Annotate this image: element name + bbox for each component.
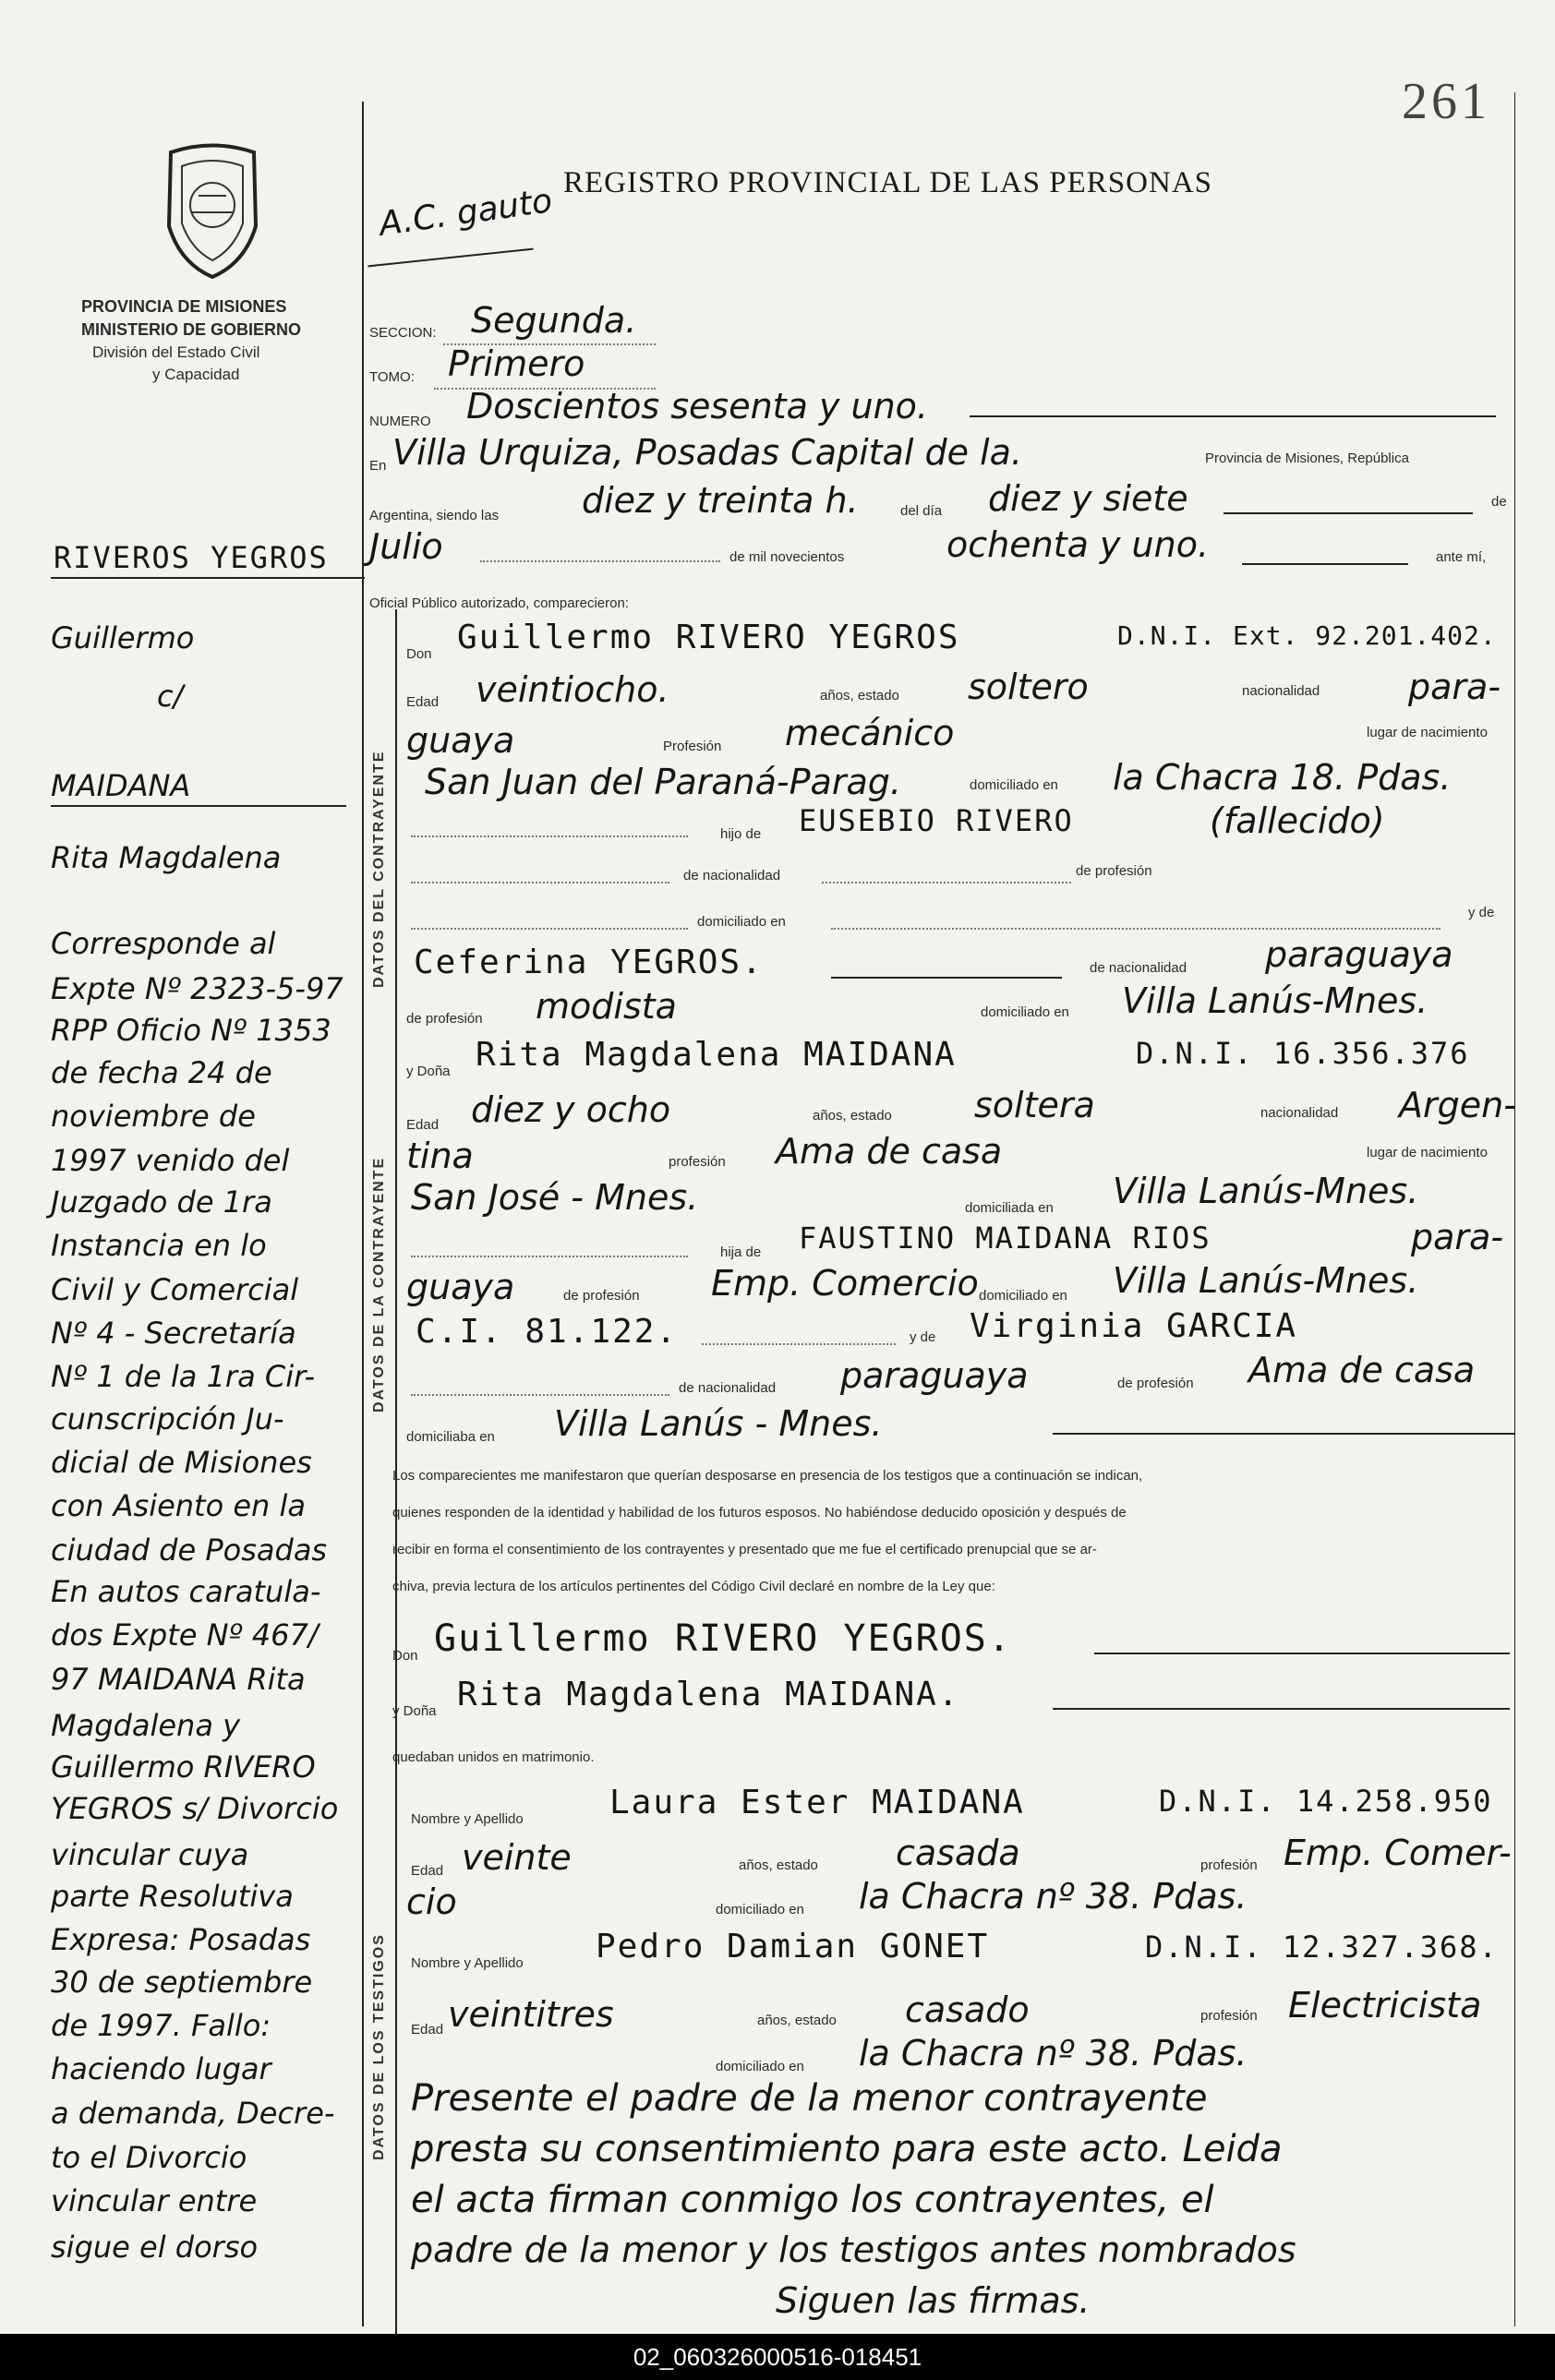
margin-note-line: 30 de septiembre	[51, 1965, 313, 2000]
tomo-label: TOMO:	[369, 369, 415, 385]
groom-estado-label: años, estado	[820, 688, 899, 703]
margin-note-line: YEGROS s/ Divorcio	[51, 1791, 339, 1826]
groom-father-prof-label: de profesión	[1076, 863, 1152, 879]
margin-note-line: Expresa: Posadas	[51, 1922, 311, 1957]
t2-prof-label: profesión	[1200, 2008, 1258, 2024]
section-label-witnesses: DATOS DE LOS TESTIGOS	[371, 1933, 387, 2160]
groom-edad-label: Edad	[406, 694, 440, 710]
bride-father-nac: para-	[1411, 1217, 1504, 1257]
groom-dom-label: domiciliado en	[970, 777, 1058, 793]
bride-nac-1: Argen-	[1399, 1085, 1516, 1125]
groom-lugar-nac: San Juan del Paraná-Parag.	[425, 762, 901, 802]
provincial-seal-icon	[152, 138, 272, 282]
margin-note-line: parte Resolutiva	[51, 1879, 294, 1914]
page-number: 261	[1402, 73, 1490, 130]
bride-nac-label: nacionalidad	[1260, 1105, 1339, 1121]
observation-line-4: padre de la menor y los testigos antes nombrados	[411, 2230, 1296, 2270]
footer-image-id: 02_060326000516-018451	[0, 2334, 1555, 2380]
tomo-value: Primero	[448, 343, 585, 384]
margin-note-line: 97 MAIDANA Rita	[51, 1662, 306, 1697]
bride-mother-prof-label: de profesión	[1117, 1376, 1194, 1391]
bride-lugar-nac-label: lugar de nacimiento	[1367, 1145, 1488, 1160]
groom-father: EUSEBIO RIVERO	[799, 803, 1074, 838]
observation-line-1: Presente el padre de la menor contrayente	[411, 2077, 1208, 2120]
ante-mi-label: ante mí,	[1436, 549, 1487, 565]
provincia-text: Provincia de Misiones, República	[1205, 451, 1409, 466]
argentina-text: Argentina, siendo las	[369, 508, 500, 523]
en-label: En	[369, 458, 387, 474]
groom-dni: D.N.I. Ext. 92.201.402.	[1117, 620, 1497, 651]
bride-mother-dom-label: domiciliaba en	[406, 1429, 495, 1445]
margin-note-line: haciendo lugar	[51, 2051, 271, 2086]
margin-note-line: c/	[157, 679, 184, 714]
t2-edad: veintitres	[448, 1994, 614, 2035]
province-label: PROVINCIA DE MISIONES	[81, 297, 287, 316]
t2-dni: D.N.I. 12.327.368.	[1145, 1929, 1499, 1965]
dona-label: y Doña	[406, 1064, 451, 1079]
bride-mother-prof: Ama de casa	[1248, 1350, 1476, 1390]
t1-prof-label: profesión	[1200, 1857, 1258, 1873]
t1-edad: veinte	[462, 1837, 572, 1878]
t1-dni: D.N.I. 14.258.950	[1159, 1784, 1493, 1819]
margin-note-line: Expte Nº 2323-5-97	[51, 971, 344, 1006]
t2-nombre: Pedro Damian GONET	[596, 1928, 990, 1965]
de-label: de	[1491, 494, 1507, 510]
margin-note-line: Magdalena y	[51, 1708, 241, 1743]
margin-note-line: vincular entre	[51, 2183, 258, 2218]
bride-father-prof: Emp. Comercio	[711, 1263, 979, 1304]
margin-note-line: Guillermo RIVERO	[51, 1749, 316, 1785]
t1-estado: casada	[896, 1833, 1020, 1873]
bride-profesion: Ama de casa	[776, 1131, 1003, 1172]
observation-line-5: Siguen las firmas.	[776, 2280, 1091, 2321]
don-label: Don	[406, 646, 432, 662]
declaration-line-2: quienes responden de la identidad y habilidad de los futuros esposos. No habiéndose deducido oposición y después de	[392, 1505, 1127, 1521]
groom-y-de-label: y de	[1468, 905, 1495, 920]
bride-dom-label: domiciliada en	[965, 1200, 1054, 1216]
groom-mother: Ceferina YEGROS.	[414, 944, 764, 981]
t2-nombre-label: Nombre y Apellido	[411, 1955, 524, 1971]
anio-value: ochenta y uno.	[946, 524, 1210, 565]
t1-prof-2: cio	[406, 1881, 457, 1922]
groom-lugar-nac-label: lugar de nacimiento	[1367, 725, 1488, 740]
bride-mother: Virginia GARCIA	[970, 1307, 1298, 1345]
hora-value: diez y treinta h.	[582, 480, 859, 521]
margin-note-line: RPP Oficio Nº 1353	[51, 1013, 331, 1048]
groom-nac-label: nacionalidad	[1242, 683, 1320, 699]
groom-mother-nac: paraguaya	[1265, 934, 1453, 975]
bride-lugar-nac: San José - Mnes.	[411, 1177, 699, 1218]
groom-nac-2: guaya	[406, 720, 515, 761]
margin-note-line: Corresponde al	[51, 926, 276, 961]
groom-domicilio: la Chacra 18. Pdas.	[1113, 757, 1452, 798]
division-label: División del Estado Civil	[92, 343, 260, 361]
t1-prof-1: Emp. Comer-	[1284, 1833, 1512, 1873]
lugar-value: Villa Urquiza, Posadas Capital de la.	[392, 432, 1022, 473]
margin-note-line: Nº 4 - Secretaría	[51, 1316, 296, 1351]
margin-note-line: Guillermo	[51, 620, 195, 655]
oficial-text: Oficial Público autorizado, comparecieron:	[369, 595, 629, 611]
groom-father-note: (fallecido)	[1210, 800, 1385, 841]
bride-father-dom: Villa Lanús-Mnes.	[1113, 1260, 1419, 1301]
numero-value: Doscientos sesenta y uno.	[466, 386, 929, 427]
margin-note-line: Rita Magdalena	[51, 840, 282, 875]
declaration-line-1: Los comparecientes me manifestaron que querían desposarse en presencia de los testigos que a continuación se indican,	[392, 1468, 1143, 1484]
decl-dona-label: y Doña	[392, 1703, 437, 1719]
t2-dom-label: domiciliado en	[716, 2059, 804, 2074]
margin-note-line: Civil y Comercial	[51, 1272, 299, 1307]
seccion-value: Segunda.	[471, 300, 637, 341]
margin-note-line: ciudad de Posadas	[51, 1533, 328, 1568]
clerk-annotation: A.C. gauto	[377, 182, 555, 244]
t2-dom: la Chacra nº 38. Pdas.	[859, 2033, 1248, 2073]
declaration-line-3: recibir en forma el consentimiento de los contrayentes y presentado que me fue el certificado prenupcial que se ar-	[392, 1542, 1097, 1557]
t2-edad-label: Edad	[411, 2022, 444, 2037]
margin-note-line: Instancia en lo	[51, 1228, 267, 1263]
t1-dom: la Chacra nº 38. Pdas.	[859, 1876, 1248, 1917]
bride-father-dom-label: domiciliado en	[979, 1288, 1067, 1304]
decl-don-label: Don	[392, 1648, 418, 1664]
t1-nombre-label: Nombre y Apellido	[411, 1811, 524, 1827]
observation-line-3: el acta firman conmigo los contrayentes, el	[411, 2179, 1214, 2221]
groom-father-nac-label: de nacionalidad	[683, 868, 781, 883]
margin-note-line: Nº 1 de la 1ra Cir-	[51, 1359, 316, 1394]
margin-note-line: dicial de Misiones	[51, 1445, 312, 1480]
seccion-label: SECCION:	[369, 325, 437, 341]
margin-note-line: Juzgado de 1ra	[51, 1184, 272, 1220]
bride-father-prof-label: de profesión	[563, 1288, 640, 1304]
bride-dni: D.N.I. 16.356.376	[1136, 1036, 1470, 1071]
bride-domicilio: Villa Lanús-Mnes.	[1113, 1171, 1419, 1211]
margin-note-line: de fecha 24 de	[51, 1055, 272, 1090]
bride-father: FAUSTINO MAIDANA RIOS	[799, 1220, 1211, 1256]
bride-nac-2: tina	[406, 1136, 474, 1176]
bride-y-de-label: y de	[910, 1329, 936, 1345]
groom-mother-dom: Villa Lanús-Mnes.	[1122, 980, 1428, 1021]
t1-dom-label: domiciliado en	[716, 1902, 804, 1917]
bride-prof-label: profesión	[669, 1154, 726, 1170]
bride-edad: diez y ocho	[471, 1089, 671, 1130]
margin-note-line: En autos caratula-	[51, 1574, 321, 1609]
section-label-bride: DATOS DE LA CONTRAYENTE	[371, 1156, 387, 1412]
bride-hija-label: hija de	[720, 1244, 762, 1260]
groom-hijo-label: hijo de	[720, 826, 762, 842]
declaration-line-4: chiva, previa lectura de los artículos pertinentes del Código Civil declaré en nombre de la Ley que:	[392, 1579, 995, 1594]
numero-label: NUMERO	[369, 414, 431, 429]
bride-mother-dom: Villa Lanús - Mnes.	[554, 1403, 883, 1444]
groom-name: Guillermo RIVERO YEGROS	[457, 619, 960, 656]
margin-note-line: to el Divorcio	[51, 2140, 247, 2175]
de-mil-label: de mil novecientos	[729, 549, 845, 565]
t1-estado-label: años, estado	[739, 1857, 818, 1873]
t2-estado-label: años, estado	[757, 2013, 837, 2028]
bride-estado: soltera	[974, 1085, 1095, 1125]
unidos-text: quedaban unidos en matrimonio.	[392, 1749, 595, 1765]
bride-edad-label: Edad	[406, 1117, 440, 1133]
margin-note-line: sigue el dorso	[51, 2230, 259, 2265]
margin-note-line: vincular cuya	[51, 1837, 249, 1872]
bride-father-nac-2: guaya	[406, 1267, 515, 1307]
del-dia-label: del día	[900, 503, 943, 519]
bride-mother-nac: paraguaya	[840, 1355, 1029, 1396]
document-title: REGISTRO PROVINCIAL DE LAS PERSONAS	[563, 166, 1213, 199]
bride-father-ci: C.I. 81.122.	[416, 1313, 679, 1351]
division-label-2: y Capacidad	[152, 366, 240, 383]
ministry-label: MINISTERIO DE GOBIERNO	[81, 320, 302, 339]
groom-profesion: mecánico	[785, 713, 955, 753]
bride-mother-nac-label: de nacionalidad	[679, 1380, 777, 1396]
margin-note-line: 1997 venido del	[51, 1143, 290, 1178]
t2-prof: Electricista	[1288, 1985, 1482, 2025]
groom-mother-nac-label: de nacionalidad	[1090, 960, 1187, 976]
margin-note-line: MAIDANA	[51, 768, 191, 803]
groom-mother-dom-label: domiciliado en	[981, 1004, 1069, 1020]
groom-estado: soltero	[968, 667, 1089, 707]
bride-estado-label: años, estado	[813, 1108, 892, 1124]
mes-value: Julio	[369, 526, 443, 567]
groom-father-dom-label: domiciliado en	[697, 914, 786, 930]
decl-dona: Rita Magdalena MAIDANA.	[457, 1676, 960, 1713]
groom-edad: veintiocho.	[476, 669, 669, 710]
bride-name: Rita Magdalena MAIDANA	[476, 1036, 957, 1074]
margin-note-line: de 1997. Fallo:	[51, 2008, 271, 2043]
t1-nombre: Laura Ester MAIDANA	[609, 1784, 1025, 1821]
margin-note-line: a demanda, Decre-	[51, 2096, 335, 2131]
margin-note-line: noviembre de	[51, 1099, 256, 1134]
margin-note-line: dos Expte Nº 467/	[51, 1617, 319, 1653]
observation-line-2: presta su consentimiento para este acto. Leida	[411, 2128, 1283, 2170]
groom-prof-label: Profesión	[663, 739, 722, 754]
groom-mother-prof-label: de profesión	[406, 1011, 483, 1027]
margin-note-line: con Asiento en la	[51, 1488, 306, 1523]
decl-don: Guillermo RIVERO YEGROS.	[434, 1617, 1012, 1660]
margin-surname: RIVEROS YEGROS	[54, 540, 329, 575]
t2-estado: casado	[905, 1989, 1030, 2030]
margin-note-line: cunscripción Ju-	[51, 1401, 284, 1436]
dia-value: diez y siete	[988, 478, 1188, 519]
section-label-groom: DATOS DEL CONTRAYENTE	[371, 750, 387, 988]
groom-nac-1: para-	[1408, 667, 1501, 707]
t1-edad-label: Edad	[411, 1863, 444, 1879]
groom-mother-prof: modista	[536, 986, 677, 1027]
